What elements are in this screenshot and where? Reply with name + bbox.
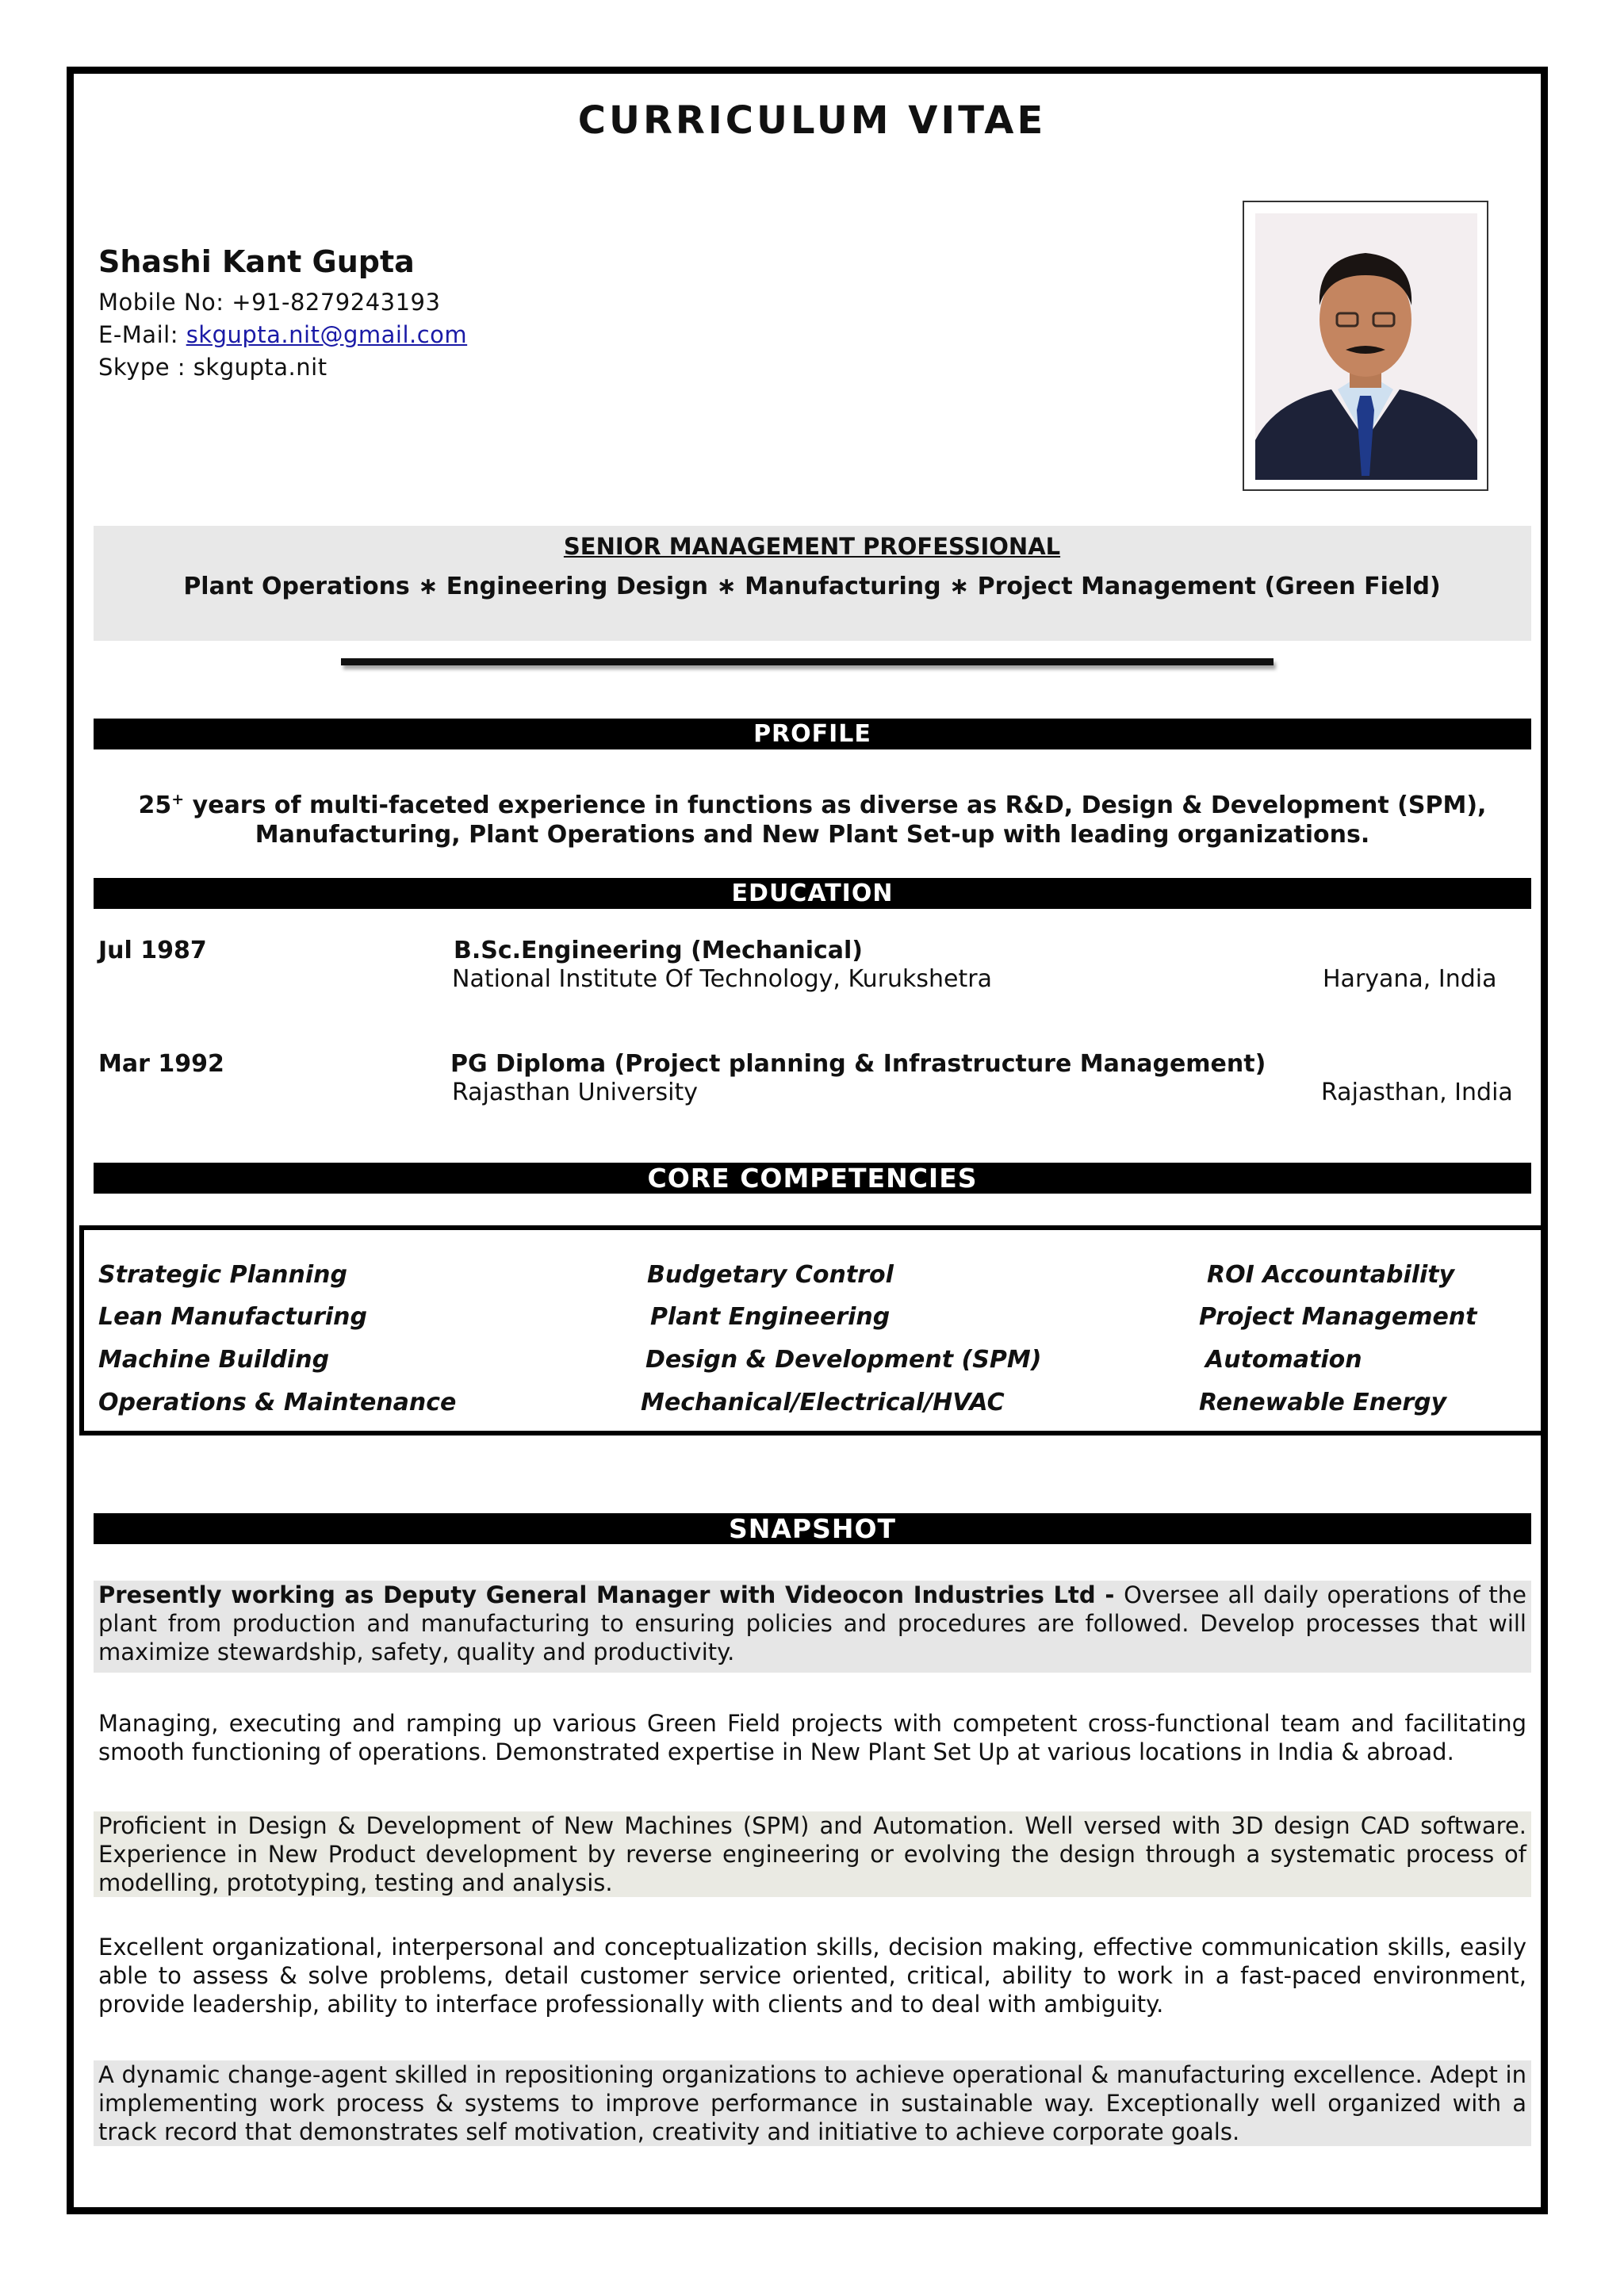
snapshot-current-role: Presently working as Deputy General Manager with Videocon Industries Ltd - (98, 1581, 1124, 1608)
email-link[interactable]: skgupta.nit@gmail.com (186, 321, 468, 348)
profile-line-1-text: years of multi-faceted experience in functions as diverse as R&D, Design & Development (SPM), (184, 792, 1487, 819)
education-date-2: Mar 1992 (98, 1050, 224, 1078)
profile-years-sup: + (171, 791, 185, 808)
competency-item: Mechanical/Electrical/HVAC (641, 1389, 1005, 1416)
headline-subtitle: Plant Operations ∗ Engineering Design ∗ Manufacturing ∗ Project Management (Green Field) (183, 573, 1441, 600)
snapshot-paragraph-1 (94, 1581, 1531, 1673)
snapshot-paragraph-4: Excellent organizational, interpersonal and conceptualization skills, decision making, effective communication skills, easily able to assess & solve problems, detail customer service oriented, critical, ability to work in a fast-paced environment, provide leadership, ability to interface professionally with clients and to deal with ambiguity. (98, 1934, 1526, 2018)
competency-item: Lean Manufacturing (98, 1303, 368, 1331)
mobile-line (98, 289, 440, 316)
section-header-education: EDUCATION (94, 878, 1531, 909)
profile-line-1 (94, 785, 1531, 820)
competency-item: Operations & Maintenance (98, 1389, 457, 1416)
competency-item: Project Management (1199, 1303, 1477, 1331)
education-degree-1: B.Sc.Engineering (Mechanical) (454, 937, 864, 964)
candidate-name: Shashi Kant Gupta (98, 244, 415, 279)
competency-item: Design & Development (SPM) (645, 1346, 1042, 1374)
profile-years: 25 (138, 792, 172, 819)
snapshot-p1-text: Oversee all daily operations of the plant from production and manufacturing to ensuring policies and procedures are followed. Develop processes that will maximize stewardship, safety, quality and productivity. (98, 1581, 1526, 1665)
competency-item: Strategic Planning (98, 1261, 348, 1289)
education-location-2: Rajasthan, India (1321, 1079, 1513, 1106)
document-title: CURRICULUM VITAE (577, 98, 1047, 143)
education-location-1: Haryana, India (1323, 965, 1497, 993)
section-header-competencies: CORE COMPETENCIES (94, 1163, 1531, 1194)
headline-title: SENIOR MANAGEMENT PROFESSIONAL (563, 533, 1061, 560)
mobile-label: Mobile No: (98, 289, 232, 316)
divider-rule (341, 658, 1274, 665)
education-institution-1: National Institute Of Technology, Kurukshetra (452, 965, 992, 993)
competency-item: Automation (1205, 1346, 1362, 1374)
profile-photo (1243, 201, 1488, 491)
profile-summary (94, 785, 1531, 849)
snapshot-paragraph-3: Proficient in Design & Development of New Machines (SPM) and Automation. Well versed with 3D design CAD software. Experience in New Product development by reverse engineering or evolving the design through a systematic process of modelling, prototyping, testing and analysis. (94, 1811, 1531, 1897)
competency-item: Plant Engineering (650, 1303, 891, 1331)
mobile-number: +91-8279243193 (232, 289, 441, 316)
email-label: E-Mail: (98, 321, 186, 348)
section-header-snapshot: SNAPSHOT (94, 1513, 1531, 1544)
competency-item: ROI Accountability (1207, 1261, 1455, 1289)
skype-label: Skype : (98, 354, 193, 381)
education-degree-2: PG Diploma (Project planning & Infrastructure Management) (450, 1050, 1266, 1078)
education-institution-2: Rajasthan University (452, 1079, 698, 1106)
competency-item: Renewable Energy (1199, 1389, 1447, 1416)
skype-id: skgupta.nit (193, 354, 327, 381)
email-line (98, 321, 467, 348)
section-header-profile: PROFILE (94, 719, 1531, 749)
profile-line-2: Manufacturing, Plant Operations and New Plant Set-up with leading organizations. (255, 821, 1370, 849)
portrait-image (1244, 202, 1487, 489)
snapshot-paragraph-2: Managing, executing and ramping up various Green Field projects with competent cross-functional team and facilitating smooth functioning of operations. Demonstrated expertise in New Plant Set Up at various locations in India & abroad. (98, 1710, 1526, 1765)
skype-line (98, 354, 327, 381)
snapshot-paragraph-5: A dynamic change-agent skilled in repositioning organizations to achieve operational & manufacturing excellence. Adept in implementing work process & systems to improve performance in sustainable way. Exceptionally well organized with a track record that demonstrates self motivation, creativity and initiative to achieve corporate goals. (94, 2060, 1531, 2146)
competency-item: Budgetary Control (647, 1261, 894, 1289)
competency-item: Machine Building (98, 1346, 330, 1374)
education-date-1: Jul 1987 (98, 937, 207, 964)
